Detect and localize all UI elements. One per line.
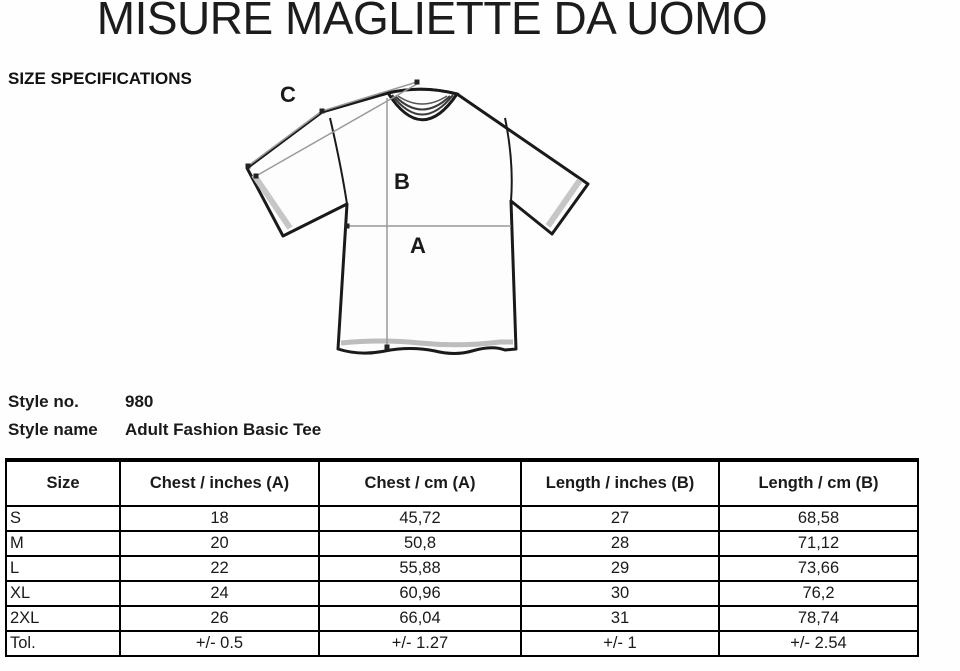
value-cell: 28 [521, 531, 719, 556]
value-cell: 45,72 [319, 506, 521, 531]
style-name-row [8, 416, 321, 444]
size-cell: M [6, 531, 120, 556]
value-cell: 30 [521, 581, 719, 606]
value-cell: 29 [521, 556, 719, 581]
value-cell: 76,2 [719, 581, 918, 606]
marker-c-shoulder [320, 109, 325, 114]
value-cell: 20 [120, 531, 319, 556]
marker-c-end1 [246, 164, 251, 169]
style-info [8, 388, 321, 443]
value-cell: 78,74 [719, 606, 918, 631]
value-cell: 27 [521, 506, 719, 531]
value-cell: 22 [120, 556, 319, 581]
col-header-chest-inches: Chest / inches (A) [120, 460, 319, 506]
value-cell: +/- 1 [521, 631, 719, 656]
size-table-header-row [6, 460, 918, 506]
value-cell: 24 [120, 581, 319, 606]
measurement-label-b: B [394, 169, 410, 194]
value-cell: 50,8 [319, 531, 521, 556]
size-specifications-label: SIZE SPECIFICATIONS [8, 69, 192, 88]
value-cell: 60,96 [319, 581, 521, 606]
style-no-row [8, 388, 321, 416]
marker-c-top [415, 80, 420, 85]
table-row-2xl [6, 606, 918, 631]
value-cell: +/- 0.5 [120, 631, 319, 656]
style-no-label: Style no. [8, 392, 79, 411]
table-row-l [6, 556, 918, 581]
measurement-label-a: A [410, 233, 426, 258]
value-cell: 68,58 [719, 506, 918, 531]
style-name-value: Adult Fashion Basic Tee [125, 419, 322, 439]
size-cell: L [6, 556, 120, 581]
value-cell: 31 [521, 606, 719, 631]
col-header-length-cm: Length / cm (B) [719, 460, 918, 506]
style-no-value: 980 [125, 392, 154, 411]
value-cell: 71,12 [719, 531, 918, 556]
col-header-size: Size [6, 460, 120, 506]
page-title: MISURE MAGLIETTE DA UOMO [96, 0, 768, 44]
value-cell: 66,04 [319, 606, 521, 631]
size-cell: 2XL [6, 606, 120, 631]
marker-a [345, 224, 350, 229]
size-table [5, 458, 919, 657]
measurement-label-c: C [280, 82, 296, 107]
size-cell: XL [6, 581, 120, 606]
size-cell: Tol. [6, 631, 120, 656]
value-cell: +/- 1.27 [319, 631, 521, 656]
value-cell: 55,88 [319, 556, 521, 581]
table-row-xl [6, 581, 918, 606]
value-cell: +/- 2.54 [719, 631, 918, 656]
table-row-m [6, 531, 918, 556]
size-cell: S [6, 506, 120, 531]
value-cell: 26 [120, 606, 319, 631]
style-name-label: Style name [8, 419, 98, 439]
col-header-length-inches: Length / inches (B) [521, 460, 719, 506]
marker-b [385, 345, 390, 350]
col-header-chest-cm: Chest / cm (A) [319, 460, 521, 506]
table-row-s [6, 506, 918, 531]
value-cell: 18 [120, 506, 319, 531]
table-row-tolerance [6, 631, 918, 656]
tshirt-measurement-diagram [200, 70, 670, 385]
marker-c-end2 [254, 174, 259, 179]
value-cell: 73,66 [719, 556, 918, 581]
